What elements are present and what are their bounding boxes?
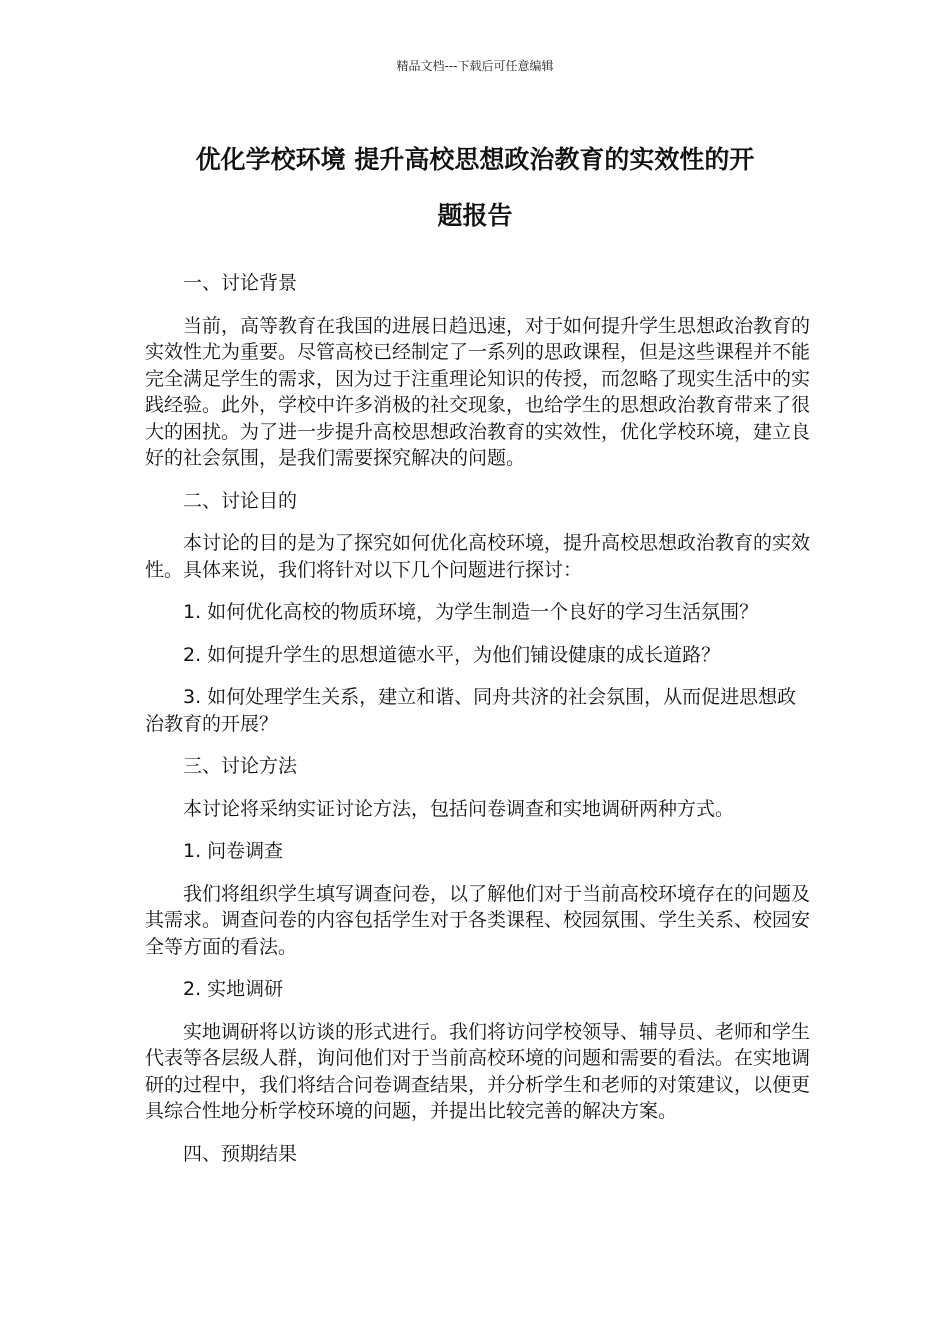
section-heading-method: 三、讨论方法: [183, 755, 298, 777]
list-item-question-2: 2. 如何提升学生的思想道德水平，为他们铺设健康的成长道路？: [183, 643, 721, 666]
section-heading-purpose: 二、讨论目的: [183, 489, 298, 512]
page-header: 精品文档---下载后可任意编辑: [396, 59, 554, 73]
subheading-questionnaire: 1. 问卷调查: [183, 840, 284, 862]
paragraph-questionnaire: 我们将组织学生填写调查问卷，以了解他们对于当前高校环境存在的问题及其需求。调查问卷的内容包括学生对于各类课程、校园氛围、学生关系、校园安全等方面的看法。: [145, 882, 811, 958]
list-item-question-3: 3. 如何处理学生关系，建立和谐、同舟共济的社会氛围，从而促进思想政治教育的开展？: [145, 686, 797, 735]
title-line-2: 题报告: [437, 201, 513, 230]
subheading-field-research: 2. 实地调研: [183, 978, 284, 1000]
document-title: [120, 132, 830, 244]
paragraph-field-research: 实地调研将以访谈的形式进行。我们将访问学校领导、辅导员、老师和学生代表等各层级人群，询问他们对于当前高校环境的问题和需要的看法。在实地调研的过程中，我们将结合问卷调查结果，并分析学生和老师的对策建议，以便更具综合性地分析学校环境的问题，并提出比较完善的解决方案。: [145, 1020, 811, 1122]
paragraph-background: 当前，高等教育在我国的进展日趋迅速，对于如何提升学生思想政治教育的实效性尤为重要。尽管高校已经制定了一系列的思政课程，但是这些课程并不能完全满足学生的需求，因为过于注重理论知识的传授，而忽略了现实生活中的实践经验。此外，学校中许多消极的社交现象，也给学生的思想政治教育带来了很大的困扰。为了进一步提升高校思想政治教育的实效性，优化学校环境，建立良好的社会氛围，是我们需要探究解决的问题。: [145, 314, 811, 469]
paragraph-method: 本讨论将采纳实证讨论方法，包括问卷调查和实地调研两种方式。: [183, 797, 735, 820]
list-item-question-1: 1. 如何优化高校的物质环境，为学生制造一个良好的学习生活氛围？: [183, 601, 759, 623]
section-heading-expected-results: 四、预期结果: [183, 1142, 298, 1165]
paragraph-purpose: 本讨论的目的是为了探究如何优化高校环境，提升高校思想政治教育的实效性。具体来说，我们将针对以下几个问题进行探讨：: [145, 532, 811, 581]
document-body: [145, 270, 810, 1183]
title-line-1: 优化学校环境 提升高校思想政治教育的实效性的开: [195, 145, 755, 174]
section-heading-background: 一、讨论背景: [183, 272, 298, 294]
